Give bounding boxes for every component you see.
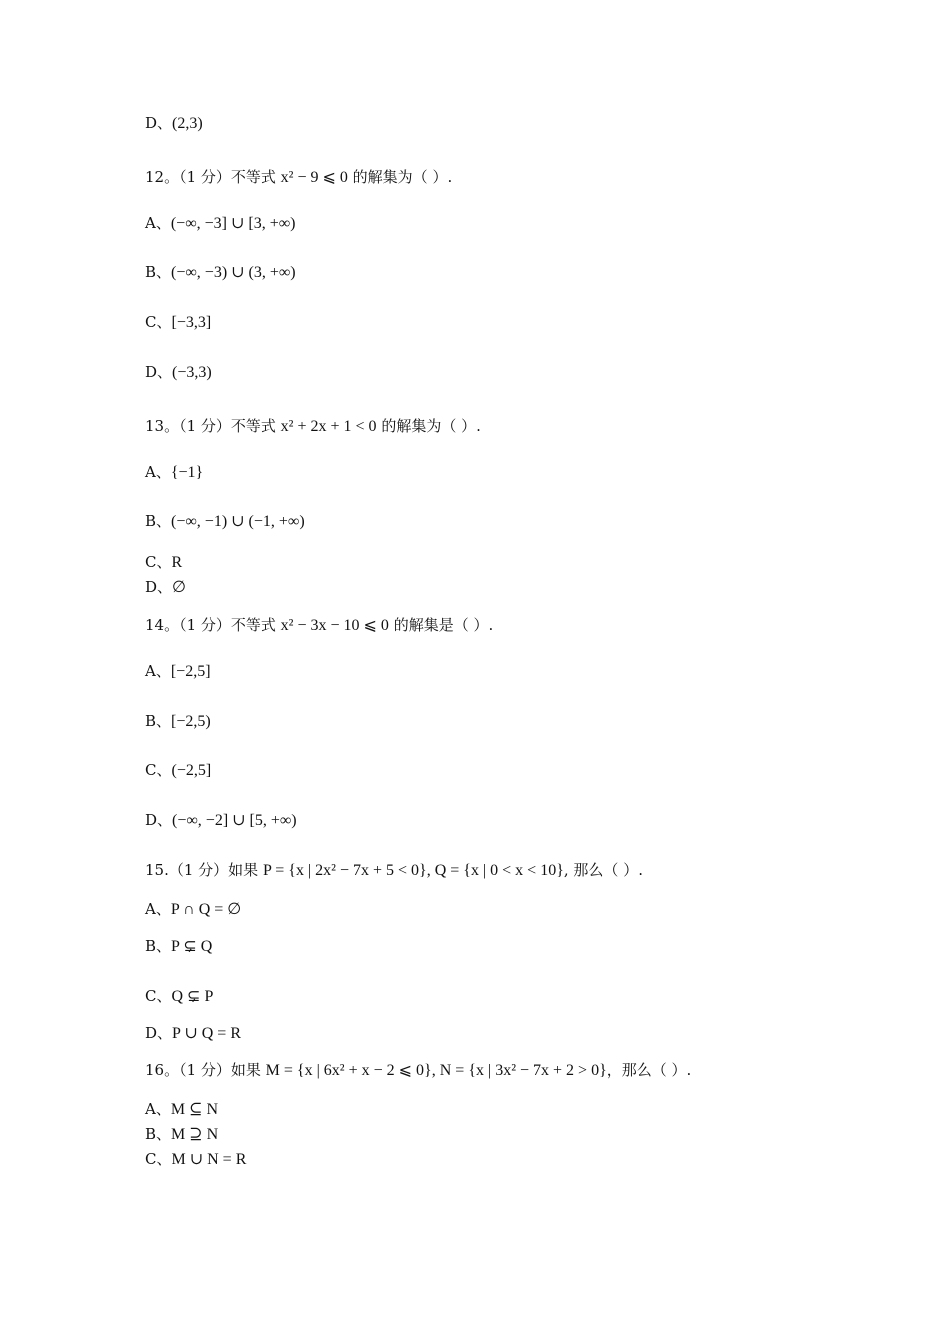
answer-option (145, 1124, 218, 1145)
question-stem (145, 416, 481, 437)
math-expression: R (171, 554, 183, 571)
line-label: B、 (145, 1125, 172, 1143)
question-stem (145, 860, 643, 881)
math-expression: P ∩ Q = ∅ (170, 901, 242, 918)
line-label: A、 (145, 1100, 171, 1118)
answer-option (145, 1149, 246, 1170)
math-expression: P = {x | 2x² − 7x + 5 < 0}, Q = {x | 0 < x < 10} (262, 862, 564, 879)
line-label: 13。（1 分）不等式 (145, 417, 281, 435)
answer-option (145, 511, 305, 532)
answer-option (145, 312, 211, 333)
line-label: A、 (145, 214, 171, 232)
math-expression: [−2,5] (170, 663, 211, 680)
answer-option (145, 986, 213, 1007)
answer-option (145, 552, 182, 573)
math-expression: (−2,5] (171, 762, 212, 779)
answer-option (145, 899, 241, 920)
math-expression: M = {x | 6x² + x − 2 ⩽ 0}, N = {x | 3x² − 7x + 2 > 0} (265, 1062, 607, 1079)
line-label: C、 (145, 1150, 172, 1168)
answer-option (145, 936, 212, 957)
line-suffix: ，那么（ ）. (606, 1061, 692, 1079)
line-label: D、 (145, 811, 173, 829)
answer-option (145, 760, 211, 781)
line-label: A、 (145, 662, 171, 680)
line-label: C、 (145, 761, 172, 779)
math-expression: (−∞, −1) ∪ (−1, +∞) (171, 513, 305, 530)
math-expression: P ∪ Q = R (172, 1025, 241, 1042)
line-label: 12。（1 分）不等式 (145, 168, 281, 186)
answer-option (145, 711, 211, 732)
line-label: A、 (145, 463, 171, 481)
math-expression: Q ⊊ P (171, 988, 214, 1005)
math-expression: x² − 9 ⩽ 0 (280, 169, 348, 186)
answer-option (145, 577, 186, 598)
math-expression: (2,3) (172, 115, 203, 132)
question-stem (145, 615, 493, 636)
line-label: B、 (145, 512, 172, 530)
math-expression: (−∞, −3] ∪ [3, +∞) (170, 215, 296, 232)
answer-option (145, 213, 295, 234)
answer-option (145, 462, 203, 483)
math-expression: (−3,3) (172, 364, 212, 381)
math-expression: M ⊆ N (170, 1101, 219, 1118)
math-expression: (−∞, −2] ∪ [5, +∞) (172, 812, 297, 829)
answer-option (145, 661, 211, 682)
math-expression: M ∪ N = R (171, 1151, 247, 1168)
math-expression: M ⊇ N (171, 1126, 219, 1143)
line-label: B、 (145, 263, 172, 281)
line-label: D、 (145, 363, 173, 381)
answer-option (145, 810, 297, 831)
answer-option (145, 362, 212, 383)
line-label: 15.（1 分）如果 (145, 861, 263, 879)
line-label: C、 (145, 987, 172, 1005)
line-suffix: 的解集是（ ）. (388, 616, 494, 634)
line-label: C、 (145, 313, 172, 331)
line-label: B、 (145, 712, 172, 730)
math-expression: P ⊊ Q (171, 938, 213, 955)
math-expression: [−2,5) (171, 713, 211, 730)
math-expression: x² + 2x + 1 < 0 (280, 418, 377, 435)
math-expression: {−1} (170, 464, 204, 481)
line-suffix: 的解集为（ ）. (376, 417, 481, 435)
line-label: D、 (145, 1024, 173, 1042)
line-label: B、 (145, 937, 172, 955)
math-expression: ∅ (172, 579, 186, 596)
question-stem (145, 1060, 691, 1081)
math-expression: [−3,3] (171, 314, 212, 331)
answer-option (145, 113, 203, 134)
math-expression: (−∞, −3) ∪ (3, +∞) (171, 264, 296, 281)
line-label: C、 (145, 553, 172, 571)
line-label: D、 (145, 114, 173, 132)
answer-option (145, 1099, 218, 1120)
math-expression: x² − 3x − 10 ⩽ 0 (280, 617, 389, 634)
answer-option (145, 1023, 241, 1044)
question-stem (145, 167, 452, 188)
answer-option (145, 262, 296, 283)
line-label: 14。（1 分）不等式 (145, 616, 281, 634)
line-label: 16。（1 分）如果 (145, 1061, 266, 1079)
line-suffix: , 那么（ ）. (563, 861, 643, 879)
line-label: A、 (145, 900, 171, 918)
line-suffix: 的解集为（ ）. (347, 168, 453, 186)
line-label: D、 (145, 578, 173, 596)
